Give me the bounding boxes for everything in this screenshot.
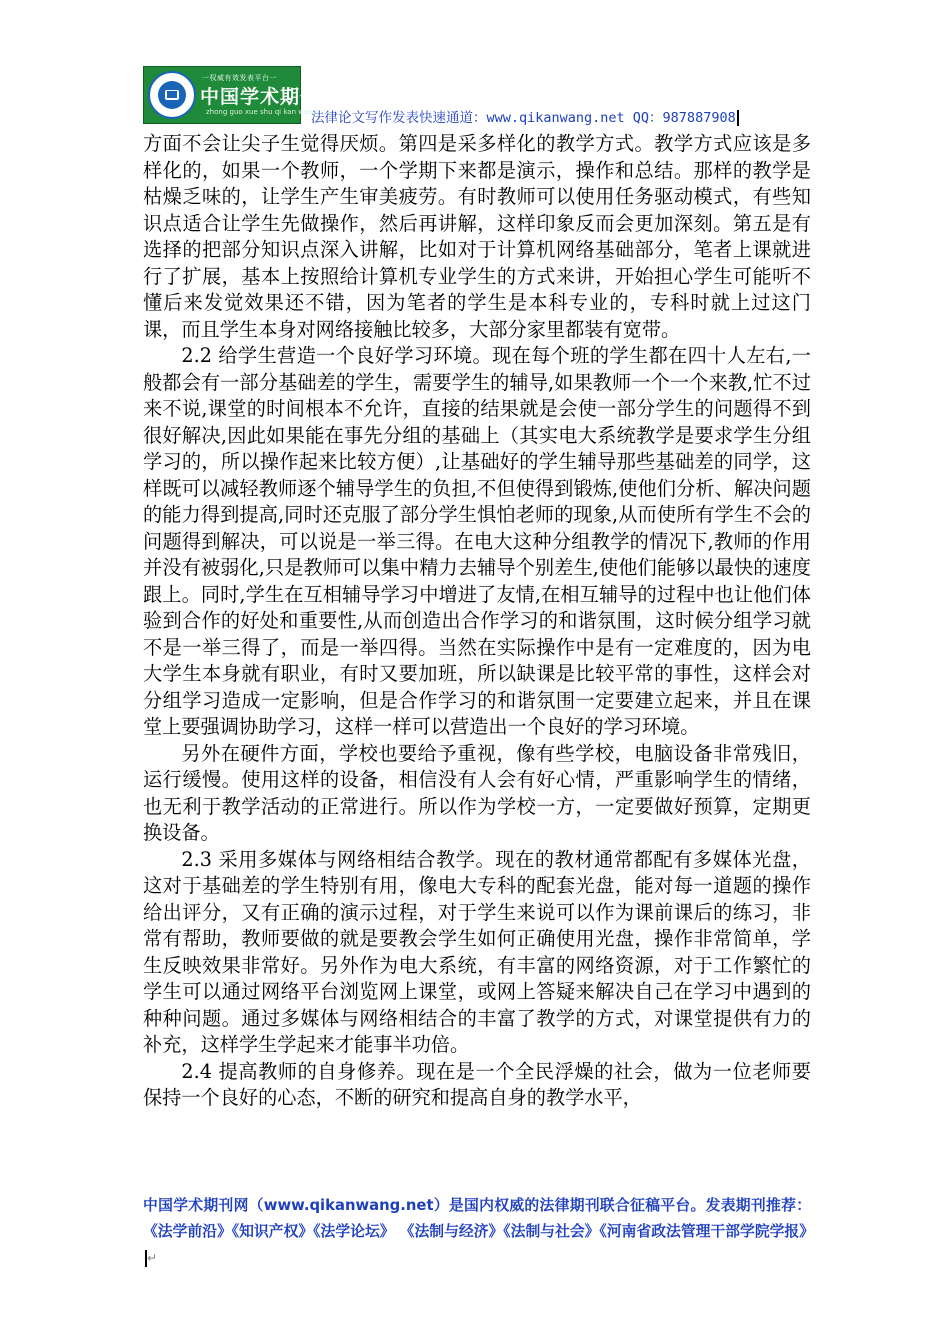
page-header xyxy=(143,66,811,126)
logo-emblem xyxy=(148,71,196,119)
page-footer xyxy=(143,1193,815,1271)
body-paragraph: 方面不会让尖子生觉得厌烦。第四是采多样化的教学方式。教学方式应该是多样化的，如果一个教师，一个学期下来都是演示，操作和总结。那样的教学是枯燥乏味的，让学生产生审美疲劳。有时教师可以使用任务驱动模式，有些知识点适合让学生先做操作，然后再讲解，这样印象反而会更加深刻。第五是有选择的把部分知识点深入讲解，比如对于计算机网络基础部分，笔者上课就进行了扩展，基本上按照给计算机专业学生的方式来讲，开始担心学生可能听不懂后来发觉效果还不错，因为笔者的学生是本科专业的，专科时就上过这门课，而且学生本身对网络接触比较多，大部分家里都装有宽带。 xyxy=(143,132,811,341)
logo-pinyin: zhong guo xue shu qi kan wang xyxy=(206,108,318,116)
body-paragraph: 另外在硬件方面，学校也要给予重视，像有些学校，电脑设备非常残旧，运行缓慢。使用这样的设备，相信没有人会有好心情，严重影响学生的情绪，也无利于教学活动的正常进行。所以作为学校一方，一定要做好预算，定期更换设备。 xyxy=(143,741,811,844)
document-body xyxy=(143,131,811,1112)
body-paragraph: 2.3 采用多媒体与网络相结合教学。现在的教材通常都配有多媒体光盘，这对于基础差的学生特别有用，像电大专科的配套光盘，能对每一道题的操作给出评分，又有正确的演示过程，对于学生来说可以作为课前课后的练习，非常有帮助，教师要做的就是要教会学生如何正确使用光盘，操作非常简单，学生反映效果非常好。另外作为电大系统，有丰富的网络资源，对于工作繁忙的学生可以通过网络平台浏览网上课堂，或网上答疑来解决自己在学习中遇到的种种问题。通过多媒体与网络相结合的丰富了教学的方式，对课堂提供有力的补充，这样学生学起来才能事半功倍。 xyxy=(143,847,811,1056)
body-paragraph: 2.4 提高教师的自身修养。现在是一个全民浮燥的社会，做为一位老师要保持一个良好的心态，不断的研究和提高自身的教学水平， xyxy=(143,1059,811,1109)
paragraph-return-icon: ↵ xyxy=(147,1251,158,1265)
text-cursor xyxy=(737,110,739,126)
site-logo[interactable] xyxy=(143,66,341,124)
book-icon xyxy=(165,90,179,100)
logo-tagline: 一权威有效发表平台一 xyxy=(202,74,277,82)
body-paragraph: 2.2 给学生营造一个良好学习环境。现在每个班的学生都在四十人左右,一般都会有一部分基础差的学生，需要学生的辅导,如果教师一个一个来教,忙不过来不说,课堂的时间根本不允许，直接的结果就是会使一部分学生的问题得不到很好解决,因此如果能在事先分组的基础上（其实电大系统教学是要求学生分组学习的，所以操作起来比较方便）,让基础好的学生辅导那些基础差的同学，这样既可以减轻教师逐个辅导学生的负担,不但使得到锻炼,使他们分析、解决问题的能力得到提高,同时还克服了部分学生惧怕老师的现象,从而使所有学生不会的问题得到解决，可以说是一举三得。在电大这种分组教学的情况下,教师的作用并没有被弱化,只是教师可以集中精力去辅导个别差生,使他们能够以最快的速度跟上。同时,学生在互相辅导学习中增进了友情,在相互辅导的过程中也让他们体验到合作的好处和重要性,从而创造出合作学习的和谐氛围，这时候分组学习就不是一举三得了，而是一举四得。当然在实际操作中是有一定难度的，因为电大学生本身就有职业，有时又要加班，所以缺课是比较平常的事性，这样会对分组学习造成一定影响，但是合作学习的和谐氛围一定要建立起来，并且在课堂上要强调协助学习，这样一样可以营造出一个良好的学习环境。 xyxy=(143,344,811,738)
footer-text: 中国学术期刊网（www.qikanwang.net）是国内权威的法律期刊联合征稿平台。发表期刊推荐：《法学前沿》《知识产权》《法学论坛》 《法制与经济》《法制与社会》《河南省政法管理干部学院学报》 xyxy=(143,1197,815,1240)
header-banner xyxy=(311,106,739,126)
header-banner-text: 法律论文写作发表快速通道：www.qikanwang.net QQ：987887908 xyxy=(311,110,736,126)
logo-name: 中国学术期刊网 xyxy=(200,86,341,108)
